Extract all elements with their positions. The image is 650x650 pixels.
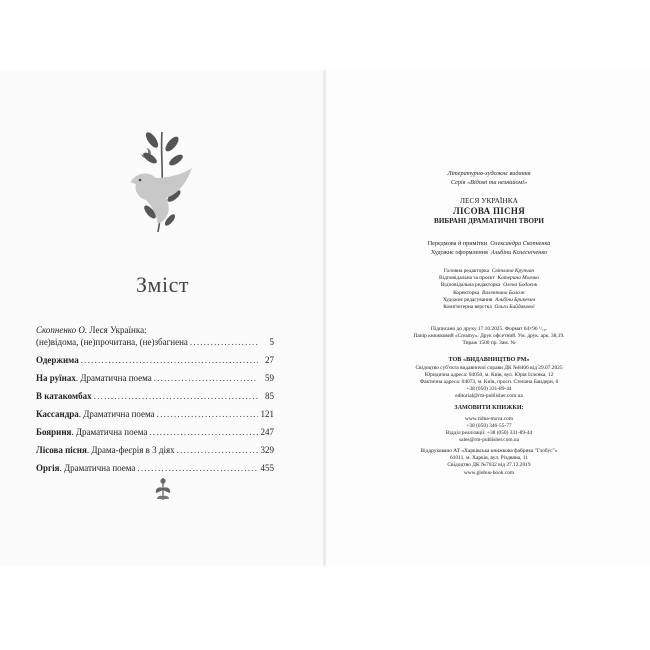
toc-page-number: 27 (265, 355, 274, 365)
book-title: ЛІСОВА ПІСНЯ (453, 206, 525, 216)
toc-entry-subtitle: . Драматична поема (59, 463, 136, 473)
credit-name: Олена Бодаєнк (503, 282, 538, 289)
toc-entry-title: Кассандра (36, 409, 79, 419)
toc-entry (36, 372, 274, 384)
toc-leader-dots (154, 372, 258, 384)
toc-entry-title: В катакомбах (36, 391, 92, 401)
printer-line: Віддруковано АТ «Харківська книжкова фабрика "Глобус"» (420, 448, 558, 454)
credit-line (396, 297, 582, 304)
toc-entry (36, 354, 274, 366)
credit-name: Ольги Байдакової (494, 304, 535, 311)
toc-page-number: 59 (265, 373, 274, 383)
toc-entry (36, 408, 274, 420)
order-line: www.ridna-mova.com (464, 415, 514, 422)
toc-leader-dots (137, 462, 258, 474)
toc-entry-title: (не)відома, (не)прочитана, (не)збагнена (36, 337, 188, 347)
toc-entry (36, 324, 274, 336)
print-line: Тираж 1500 пр. Зам. № (462, 340, 516, 347)
imprint-header (396, 170, 582, 187)
publisher-block (396, 356, 582, 401)
toc-entry-title: На руїнах (36, 373, 76, 383)
toc-entry-subtitle: . Драматична поема (78, 409, 155, 419)
printer-block (396, 448, 582, 477)
toc-entry (36, 336, 274, 348)
credit-role: Відповідальна редакторка (440, 282, 501, 289)
publisher-line: Фактична адреса: 04073, м. Київ, просп. Степана Бандери, 6 (419, 379, 559, 385)
toc-page-number: 85 (265, 391, 274, 401)
toc-entry-title: Оргія (36, 463, 60, 473)
author-name: ЛЕСЯ УКРАЇНКА (460, 196, 518, 205)
flower-ornament-icon (152, 476, 174, 502)
imprint-title-block (396, 196, 582, 226)
print-line: Підписано до друку 17.10.2025. Формат 64×96 ¹/₁₆. (430, 326, 548, 332)
print-line: Папір книжковий «Creamy». Друк офсетний. Ум. друк. арк. 38,19. (413, 333, 565, 340)
imprint-credits-2 (396, 268, 582, 311)
toc-leader-dots (177, 444, 258, 456)
toc-page-number: 455 (260, 463, 274, 473)
credit-name: Олександра Скопненка (490, 240, 551, 247)
publisher-line: Свідоцтво суб'єкта видавничої справи ДК №8406 від 29.07.2025 (415, 364, 563, 371)
book-gutter (323, 70, 326, 566)
toc-entry-subtitle: . Драма-феєрія в 3 діях (86, 445, 175, 455)
toc-page-number: 121 (260, 409, 274, 419)
credit-name: Альбіни Брикевич (495, 296, 536, 303)
toc-leader-dots (94, 390, 258, 402)
book-subtitle: ВИБРАНІ ДРАМАТИЧНІ ТВОРИ (434, 217, 544, 225)
publisher-line: editorial@rm-publisher.com.ua (455, 393, 523, 400)
toc-title: Зміст (136, 272, 189, 297)
credit-line (396, 290, 582, 297)
toc-entry (36, 426, 274, 438)
print-details (396, 326, 582, 348)
credit-role: Головна редакторка (443, 268, 490, 274)
toc-entry (36, 444, 274, 456)
bird-branch-emblem-icon (128, 128, 198, 238)
credit-name: Катерина Молчко (497, 275, 539, 282)
toc-entry-title: Леся Українка: (87, 325, 147, 335)
order-block (396, 404, 582, 444)
toc-entry-subtitle: . Драматична поема (71, 427, 148, 437)
publisher-line: +38 (050) 331-89-44 (466, 386, 512, 393)
credit-role: Художнє редагування (442, 296, 493, 303)
credit-role: Відповідальна за проєкт (439, 275, 495, 282)
toc-page-number: 247 (260, 427, 274, 437)
toc-page-number: 5 (269, 337, 274, 347)
order-line: sales@rm-publisher.com.ua (458, 437, 520, 444)
toc-leader-dots (190, 336, 258, 348)
credit-role: Комп'ютерна верстка (443, 304, 492, 311)
credit-line (396, 249, 582, 258)
order-line: Відділ реалізації: +38 (050) 331-89-44 (445, 430, 533, 436)
publisher-name: ТОВ «ВИДАВНИЦТВО РМ» (448, 356, 530, 363)
toc-entry-subtitle: . Драматична поема (75, 373, 152, 383)
table-of-contents (36, 324, 274, 474)
credit-name: Альбіни Колесніченко (490, 248, 548, 256)
credit-line (396, 304, 582, 311)
toc-entry-title: Лісова пісня (36, 445, 87, 455)
toc-entry (36, 390, 274, 402)
credit-role: Передмова й примітки (427, 240, 488, 247)
imprint-credits-1 (396, 240, 582, 257)
credit-role: Художнє оформлення (430, 248, 488, 256)
printer-line: www.globus-book.com (463, 469, 515, 476)
toc-leader-dots (81, 354, 258, 366)
printer-line: Свідоцтво ДК №7032 від 27.12.2019 (447, 462, 531, 469)
series-name: Серія «Відомі та незнайомі» (450, 178, 528, 186)
credit-line (396, 282, 582, 289)
publisher-line: Юридична адреса: 04050, м. Київ, вул. Юрія Іллєнка, 12 (424, 371, 554, 378)
order-line: +38 (050) 346-55-77 (466, 422, 512, 429)
toc-entry-title: Бояриня (36, 427, 72, 437)
toc-leader-dots (149, 426, 258, 438)
printer-line: 61011, м. Харків, вул. Різдвяна, 11 (449, 455, 528, 462)
order-title: ЗАМОВИТИ КНИЖКИ: (454, 404, 524, 411)
credit-line (396, 240, 582, 249)
toc-leader-dots (157, 408, 258, 420)
credit-role: Коректорка (453, 289, 480, 296)
toc-page-number: 329 (260, 445, 274, 455)
credit-name: Валентина Балаж (482, 289, 525, 296)
edition-type: Літературно-художнє видання (447, 170, 531, 177)
toc-entry (36, 462, 274, 474)
credit-line (396, 268, 582, 275)
toc-entry-author: Скопненко О. (36, 325, 88, 335)
toc-entry-title: Одержима (36, 355, 79, 365)
right-page (325, 70, 650, 566)
credit-name: Світлана Крупчан (491, 268, 535, 274)
